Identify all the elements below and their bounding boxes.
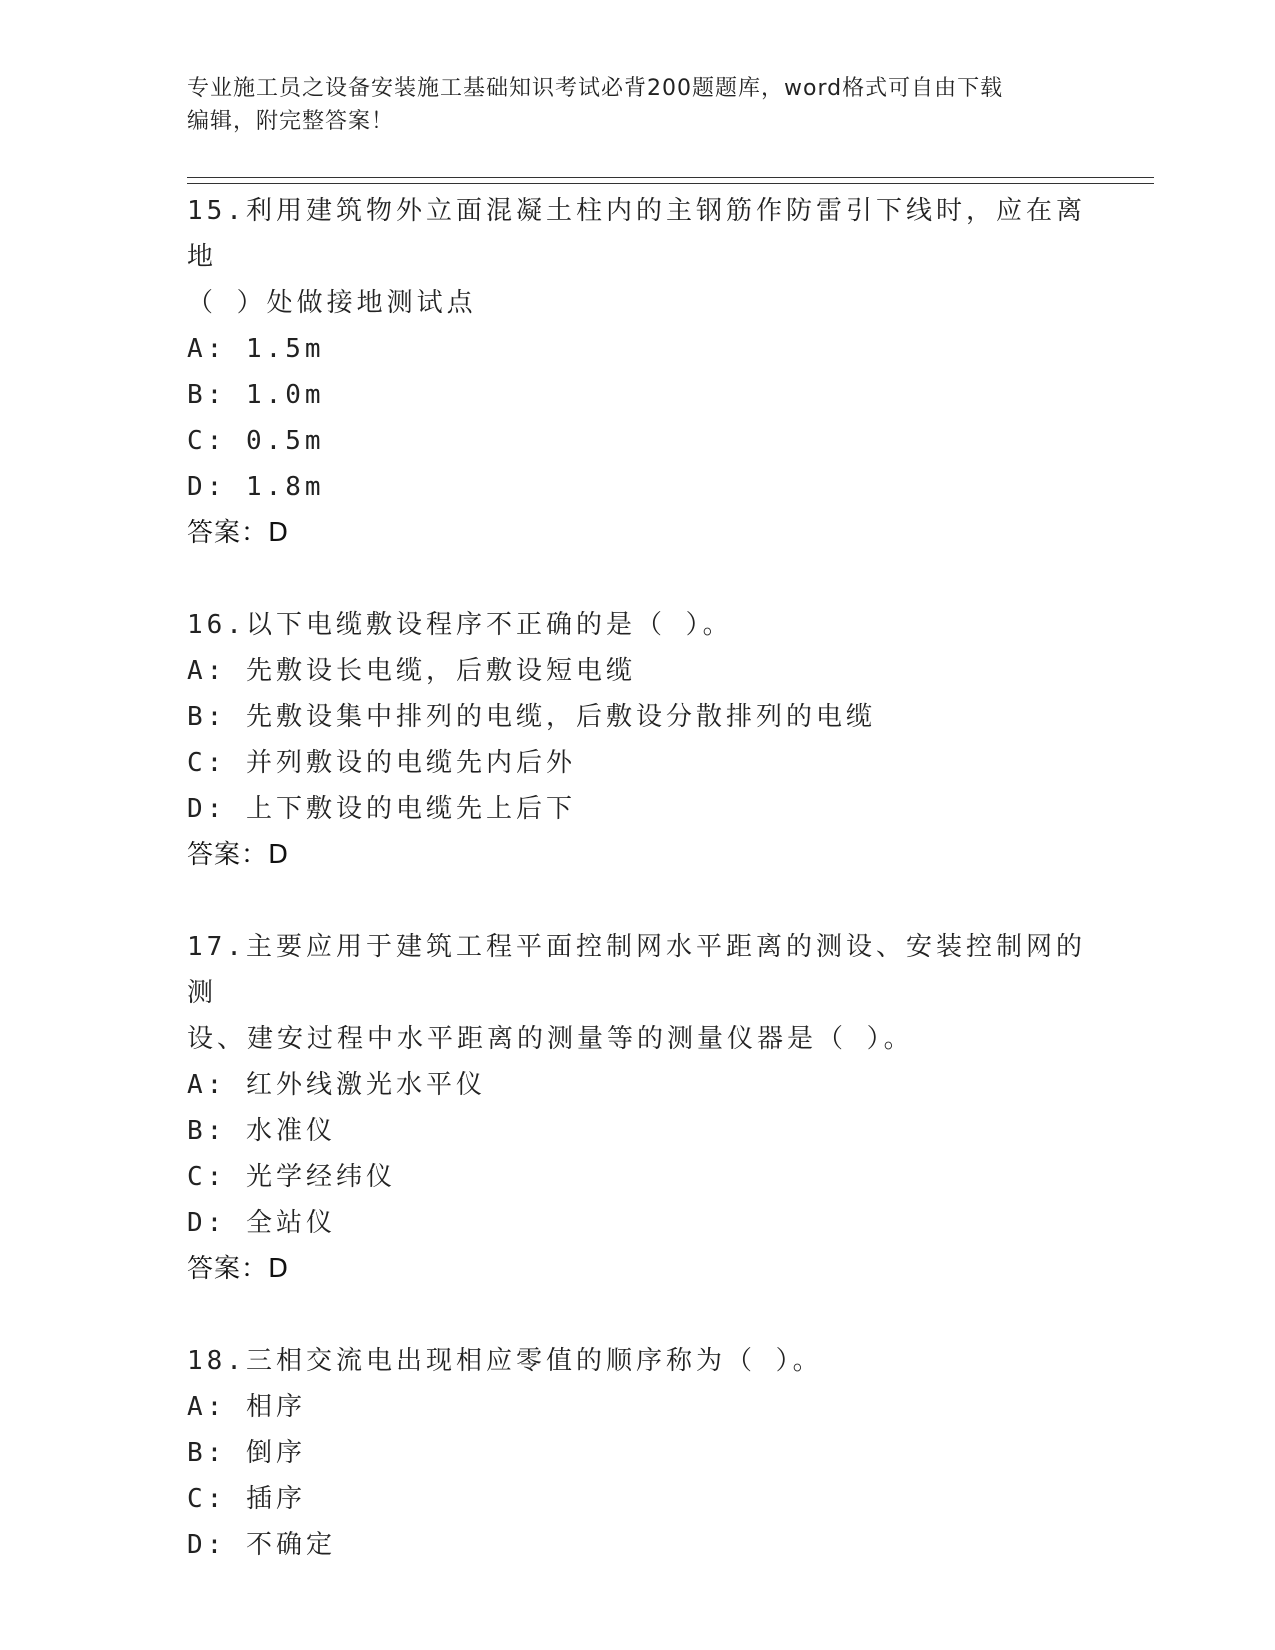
option-b: B: 倒序 [187,1438,306,1468]
question-18 [187,1338,1087,1568]
question-stem: 18.三相交流电出现相应零值的顺序称为（ ）。 [187,1346,823,1376]
option-a: A: 红外线激光水平仪 [187,1070,486,1100]
option-c: C: 插序 [187,1484,306,1514]
option-d: D: 全站仪 [187,1208,336,1238]
option-a: A: 1.5m [187,334,325,364]
option-a: A: 相序 [187,1392,306,1422]
option-d: D: 不确定 [187,1530,336,1560]
option-b: B: 先敷设集中排列的电缆，后敷设分散排列的电缆 [187,702,876,732]
header-line-2: 编辑，附完整答案！ [187,109,395,134]
question-stem: 17.主要应用于建筑工程平面控制网水平距离的测设、安装控制网的测 [187,932,1086,1008]
question-17 [187,924,1087,1292]
option-d: D: 1.8m [187,472,325,502]
question-16 [187,602,1087,878]
option-b: B: 1.0m [187,380,325,410]
question-list [187,188,1087,1614]
option-c: C: 0.5m [187,426,325,456]
answer: 答案：D [187,1254,290,1284]
header-line-1: 专业施工员之设备安装施工基础知识考试必背200题题库，word格式可自由下载 [187,76,1004,101]
answer: 答案：D [187,518,290,548]
option-d: D: 上下敷设的电缆先上后下 [187,794,576,824]
question-15 [187,188,1087,556]
option-c: C: 并列敷设的电缆先内后外 [187,748,576,778]
question-stem: 16.以下电缆敷设程序不正确的是（ ）。 [187,610,733,640]
option-a: A: 先敷设长电缆，后敷设短电缆 [187,656,636,686]
question-stem: 15.利用建筑物外立面混凝土柱内的主钢筋作防雷引下线时，应在离地 [187,196,1086,272]
header-rule-bottom [187,183,1154,184]
document-header [187,72,1087,138]
answer: 答案：D [187,840,290,870]
header-rule-top [187,177,1154,178]
option-b: B: 水准仪 [187,1116,336,1146]
question-stem-continued: 设、建安过程中水平距离的测量等的测量仪器是（ ）。 [187,1024,914,1054]
option-c: C: 光学经纬仪 [187,1162,396,1192]
question-stem-continued: （ ）处做接地测试点 [187,288,477,318]
